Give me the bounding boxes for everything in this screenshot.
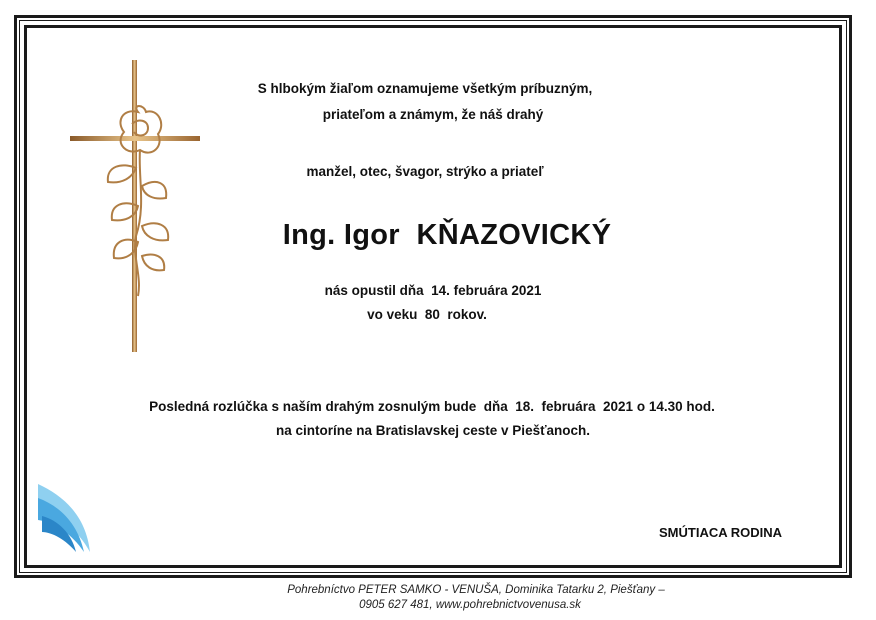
footer-contact: 0905 627 481, www.pohrebnictvovenusa.sk [359, 599, 581, 611]
date-of-death-line: nás opustil dňa 14. februára 2021 [324, 283, 542, 298]
deceased-name: Ing. Igor KŇAZOVICKÝ [282, 219, 612, 251]
intro-line-1: S hlbokým žiaľom oznamujeme všetkým príbuzným, [257, 81, 593, 96]
funeral-date-line: Posledná rozlúčka s naším drahým zosnulým bude dňa 18. februára 2021 o 14.30 hod. [149, 399, 715, 414]
footer-address: Pohrebníctvo PETER SAMKO - VENUŠA, Dominika Tatarku 2, Piešťany – [287, 584, 665, 596]
age-line: vo veku 80 rokov. [367, 307, 487, 322]
intro-line-2: priateľom a známym, že náš drahý [322, 107, 544, 122]
signature: SMÚTIACA RODINA [659, 525, 783, 540]
flame-logo-icon [34, 480, 94, 561]
relations-line: manžel, otec, švagor, strýko a priateľ [306, 164, 544, 179]
cross-with-rose-icon [66, 56, 206, 361]
funeral-place-line: na cintoríne na Bratislavskej ceste v Piešťanoch. [275, 423, 591, 438]
